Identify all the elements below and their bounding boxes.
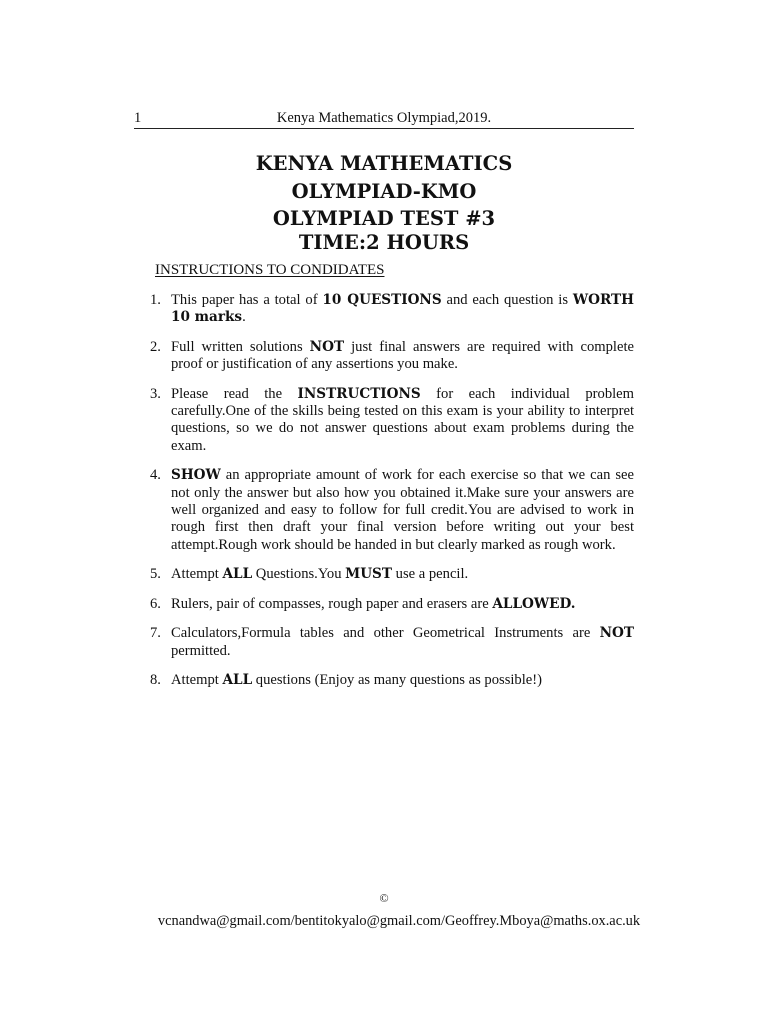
instruction-item bbox=[146, 566, 634, 583]
instruction-number: 2. bbox=[150, 338, 161, 355]
instruction-item bbox=[146, 672, 634, 689]
instruction-text: Please read the bbox=[171, 385, 298, 402]
instruction-item bbox=[146, 596, 634, 613]
running-title: Kenya Mathematics Olympiad,2019. bbox=[276, 110, 492, 126]
instruction-emphasis: MUST bbox=[345, 566, 392, 583]
instruction-number: 7. bbox=[150, 625, 161, 642]
instruction-number: 5. bbox=[150, 566, 161, 583]
document-title bbox=[134, 150, 634, 253]
instruction-number: 6. bbox=[150, 595, 161, 612]
instruction-text: and each question is bbox=[441, 292, 573, 308]
instruction-item bbox=[146, 467, 634, 554]
instruction-emphasis: 10 QUESTIONS bbox=[322, 292, 442, 308]
instruction-text: Full written solutions bbox=[171, 338, 310, 355]
instruction-text: Questions.You bbox=[252, 566, 346, 583]
instruction-text: . bbox=[242, 309, 246, 326]
instruction-text: questions (Enjoy as many questions as possible!) bbox=[252, 671, 542, 688]
instruction-text: This paper has a total of bbox=[171, 292, 323, 308]
copyright-symbol: © bbox=[379, 891, 389, 905]
instruction-number: 8. bbox=[150, 671, 161, 688]
instruction-text: use a pencil. bbox=[392, 566, 469, 583]
instruction-emphasis: INSTRUCTIONS bbox=[297, 385, 421, 402]
instruction-emphasis: NOT bbox=[599, 625, 634, 642]
title-line-1: KENYA MATHEMATICS bbox=[255, 152, 513, 175]
instruction-number: 4. bbox=[150, 467, 161, 484]
page-header bbox=[134, 108, 634, 129]
instruction-emphasis: ALL bbox=[222, 566, 253, 583]
instruction-text: for each individual problem carefully.One of the skills being tested on this exam is your ability to interpret questions, so we do not answer questions about exam problems during the exam. bbox=[171, 385, 635, 454]
instruction-item bbox=[146, 625, 634, 660]
instruction-item bbox=[146, 386, 634, 456]
contact-emails: vcnandwa@gmail.com/bentitokyalo@gmail.com/Geoffrey.Mboya@maths.ox.ac.uk bbox=[157, 913, 641, 929]
instructions-heading: INSTRUCTIONS TO CONDIDATES bbox=[155, 262, 385, 278]
instructions-list bbox=[146, 292, 634, 701]
instruction-text: Attempt bbox=[171, 671, 223, 688]
title-line-4: TIME:2 HOURS bbox=[298, 230, 470, 254]
instruction-emphasis: ALL bbox=[222, 671, 253, 688]
instruction-number: 1. bbox=[150, 292, 161, 308]
instruction-emphasis: NOT bbox=[309, 338, 345, 355]
instruction-emphasis: SHOW bbox=[171, 467, 221, 484]
instruction-emphasis: ALLOWED. bbox=[492, 595, 576, 612]
instruction-text: just final answers are required with complete proof or justification of any assertions you make. bbox=[171, 338, 634, 373]
instruction-item bbox=[146, 292, 634, 327]
instruction-text: permitted. bbox=[171, 642, 231, 659]
instruction-text: Rulers, pair of compasses, rough paper and erasers are bbox=[171, 595, 493, 612]
instruction-text: Attempt bbox=[171, 566, 223, 583]
title-line-2: OLYMPIAD-KMO bbox=[291, 179, 477, 203]
instruction-text: an appropriate amount of work for each exercise so that we can see not only the answer but also how you obtained it.Make sure your answers are well organized and easy to follow for full credit.You are advised to work in rough first then draft your final version before writing out your best attempt.Rough work should be handed in but clearly marked as rough work. bbox=[171, 467, 634, 553]
instruction-item bbox=[146, 339, 634, 374]
instruction-text: Calculators,Formula tables and other Geometrical Instruments are bbox=[171, 625, 600, 642]
instruction-emphasis: WORTH 10 marks bbox=[171, 292, 634, 326]
title-line-3: OLYMPIAD TEST #3 bbox=[272, 207, 496, 230]
page-number: 1 bbox=[134, 110, 142, 126]
instruction-number: 3. bbox=[150, 385, 161, 402]
